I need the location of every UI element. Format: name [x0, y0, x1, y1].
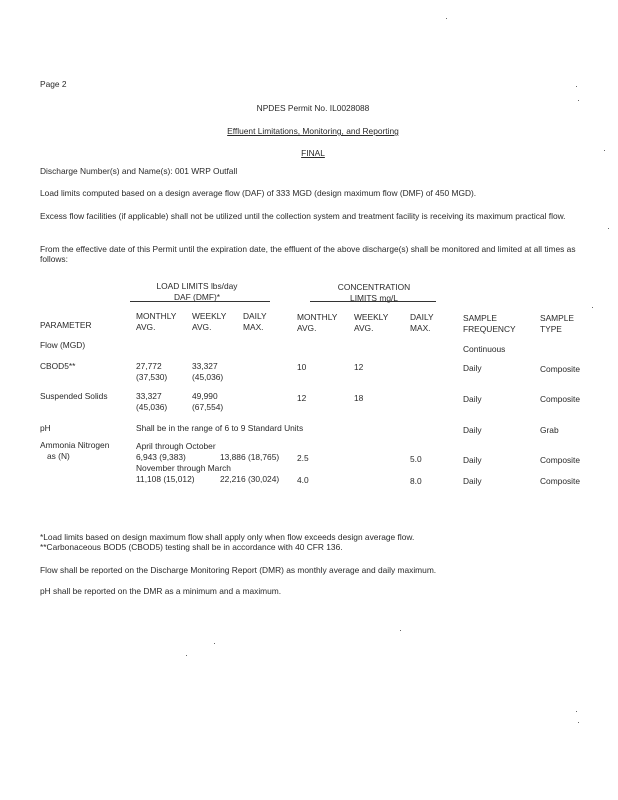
scan-speck	[214, 643, 215, 644]
row-cbod5-conc-monthly: 10	[297, 362, 307, 372]
row-cbod5-load-monthly: 27,772 (37,530)	[136, 361, 168, 382]
col-header-load-weekly: WEEKLY AVG.	[192, 311, 227, 332]
col-header-parameter: PARAMETER	[40, 320, 92, 330]
row-cbod5-load-weekly: 33,327 (45,036)	[192, 361, 224, 382]
footnote-cbod5: **Carbonaceous BOD5 (CBOD5) testing shall be in accordance with 40 CFR 136.	[40, 542, 343, 552]
paragraph-excess-flow: Excess flow facilities (if applicable) shall not be utilized until the collection system and treatment facility is receiving its maximum practical flow.	[40, 211, 566, 221]
paragraph-load-limits: Load limits computed based on a design average flow (DAF) of 333 MGD (design maximum flow (DMF) of 450 MGD).	[40, 188, 477, 198]
discharge-line: Discharge Number(s) and Name(s): 001 WRP Outfall	[40, 166, 238, 176]
group-header-concentration	[310, 282, 438, 303]
row-ammonia-s1-load-monthly: 6,943 (9,383)	[136, 452, 186, 462]
col-header-conc-weekly: WEEKLY AVG.	[354, 312, 389, 333]
row-ph-type: Grab	[540, 425, 559, 435]
row-ammonia-s2-load-weekly: 22,216 (30,024)	[220, 474, 280, 484]
scan-speck	[446, 18, 447, 19]
row-ammonia-season-2: November through March	[136, 463, 231, 473]
col-header-load-daily: DAILY MAX.	[243, 311, 267, 332]
group-conc-subtitle: LIMITS mg/L	[350, 292, 398, 303]
concentration-rule	[310, 301, 436, 302]
row-ph-frequency: Daily	[463, 425, 482, 435]
row-tss-parameter: Suspended Solids	[40, 391, 108, 401]
row-ammonia-s2-frequency: Daily	[463, 476, 482, 486]
row-cbod5-frequency: Daily	[463, 363, 482, 373]
document-status: FINAL	[301, 148, 325, 158]
section-title: Effluent Limitations, Monitoring, and Reporting	[227, 126, 399, 136]
row-ammonia-s1-type: Composite	[540, 455, 581, 465]
group-load-title: LOAD LIMITS lbs/day	[156, 281, 238, 291]
scan-speck	[400, 630, 401, 631]
scan-speck	[576, 711, 577, 712]
scan-speck	[592, 307, 593, 308]
col-header-conc-monthly: MONTHLY AVG.	[297, 312, 338, 333]
row-ammonia-parameter: Ammonia Nitrogen as (N)	[40, 440, 110, 461]
row-cbod5-parameter: CBOD5**	[40, 361, 76, 371]
scan-speck	[608, 228, 609, 229]
col-header-sample-frequency: SAMPLE FREQUENCY	[463, 313, 516, 334]
row-flow-frequency: Continuous	[463, 344, 506, 354]
permit-number: NPDES Permit No. IL0028088	[256, 103, 370, 113]
row-ammonia-s2-conc-monthly: 4.0	[297, 475, 309, 485]
row-tss-frequency: Daily	[463, 394, 482, 404]
row-tss-load-monthly: 33,327 (45,036)	[136, 391, 168, 412]
row-ammonia-s2-type: Composite	[540, 476, 581, 486]
footnote-load-limits: *Load limits based on design maximum flow shall apply only when flow exceeds design average flow.	[40, 532, 415, 542]
row-tss-conc-monthly: 12	[297, 393, 307, 403]
row-ammonia-s1-frequency: Daily	[463, 455, 482, 465]
group-header-load-limits	[130, 281, 264, 302]
load-limits-rule	[130, 301, 270, 302]
col-header-load-monthly: MONTHLY AVG.	[136, 311, 177, 332]
row-ph-note: Shall be in the range of 6 to 9 Standard Units	[136, 423, 304, 433]
page-label: Page 2	[40, 79, 67, 89]
col-header-conc-daily: DAILY MAX.	[410, 312, 434, 333]
row-ammonia-s1-conc-monthly: 2.5	[297, 453, 309, 463]
scan-speck	[576, 86, 577, 87]
scan-speck	[578, 722, 579, 723]
scan-speck	[578, 100, 579, 101]
closing-ph-reporting: pH shall be reported on the DMR as a minimum and a maximum.	[40, 586, 282, 596]
row-ammonia-s1-load-weekly: 13,886 (18,765)	[220, 452, 280, 462]
row-ammonia-season-1: April through October	[136, 441, 216, 451]
row-cbod5-type: Composite	[540, 364, 581, 374]
group-conc-title: CONCENTRATION	[337, 282, 411, 292]
col-header-sample-type: SAMPLE TYPE	[540, 313, 574, 334]
row-tss-load-weekly: 49,990 (67,554)	[192, 391, 224, 412]
group-load-subtitle: DAF (DMF)*	[173, 291, 221, 302]
row-flow-parameter: Flow (MGD)	[40, 340, 86, 350]
row-ph-parameter: pH	[40, 423, 51, 433]
row-ammonia-s1-conc-daily: 5.0	[410, 454, 422, 464]
closing-flow-reporting: Flow shall be reported on the Discharge Monitoring Report (DMR) as monthly average and daily maximum.	[40, 565, 437, 575]
row-ammonia-s2-load-monthly: 11,108 (15,012)	[136, 474, 195, 484]
row-tss-conc-weekly: 18	[354, 393, 364, 403]
paragraph-effective-date: From the effective date of this Permit until the expiration date, the effluent of the above discharge(s) shall be monitored and limited at all times as follows:	[40, 244, 576, 264]
row-ammonia-s2-conc-daily: 8.0	[410, 476, 422, 486]
row-cbod5-conc-weekly: 12	[354, 362, 364, 372]
scan-speck	[186, 655, 187, 656]
row-tss-type: Composite	[540, 394, 581, 404]
